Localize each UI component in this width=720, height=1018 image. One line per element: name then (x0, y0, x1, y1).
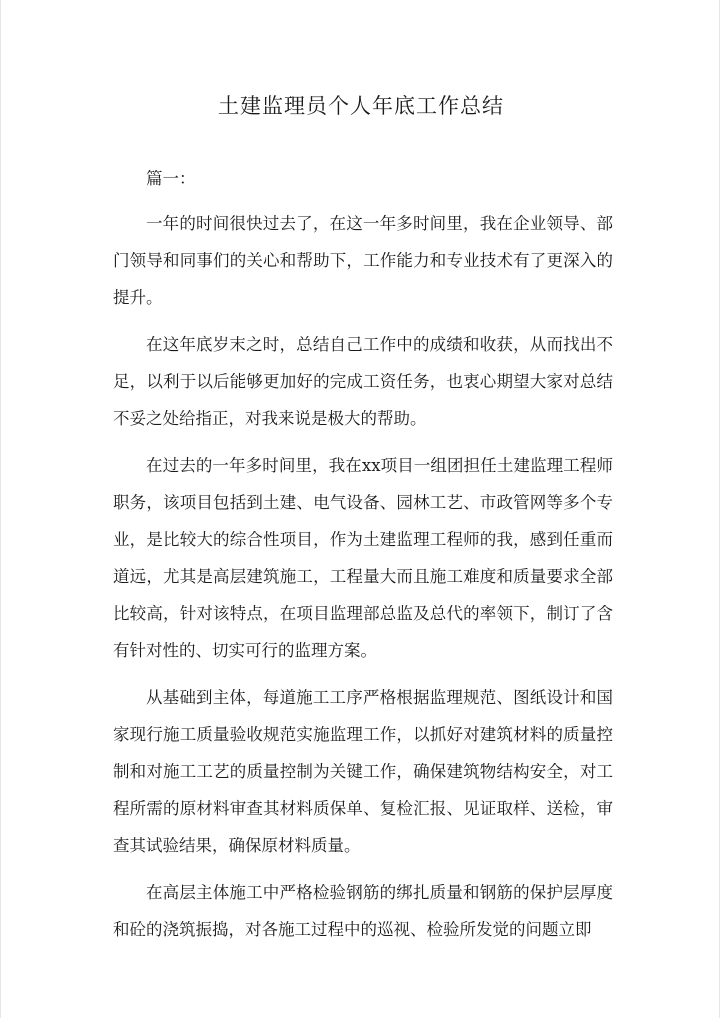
document-body (113, 160, 613, 958)
document-title: 土建监理员个人年底工作总结 (218, 94, 504, 118)
paragraph: 在过去的一年多时间里，我在xx项目一组团担任土建监理工程师职务，该项目包括到土建、电气设备、园林工艺、市政管网等多个专业，是比较大的综合性项目，作为土建监理工程师的我，感到任重而道远，尤其是高层建筑施工，工程量大而且施工难度和质量要求全部比较高，针对该特点，在项目监理部总监及总代的率领下，制订了含有针对性的、切实可行的监理方案。 (113, 456, 613, 660)
paragraph: 在高层主体施工中严格检验钢筋的绑扎质量和钢筋的保护层厚度和砼的浇筑振捣，对各施工过程中的巡视、检验所发觉的问题立即 (113, 883, 613, 939)
paragraph: 从基础到主体，每道施工工序严格根据监理规范、图纸设计和国家现行施工质量验收规范实施监理工作，以抓好对建筑材料的质量控制和对施工工艺的质量控制为关键工作，确保建筑物结构安全，对工程所需的原材料审查其材料质保单、复检汇报、见证取样、送检，审查其试验结果，确保原材料质量。 (113, 688, 613, 855)
paragraph: 一年的时间很快过去了，在这一年多时间里，我在企业领导、部门领导和同事们的关心和帮助下，工作能力和专业技术有了更深入的提升。 (113, 214, 613, 307)
paragraph: 在这年底岁末之时，总结自己工作中的成绩和收获，从而找出不足，以利于以后能够更加好的完成工资任务，也衷心期望大家对总结不妥之处给指正，对我来说是极大的帮助。 (113, 335, 613, 428)
section-label: 篇一： (146, 169, 196, 188)
